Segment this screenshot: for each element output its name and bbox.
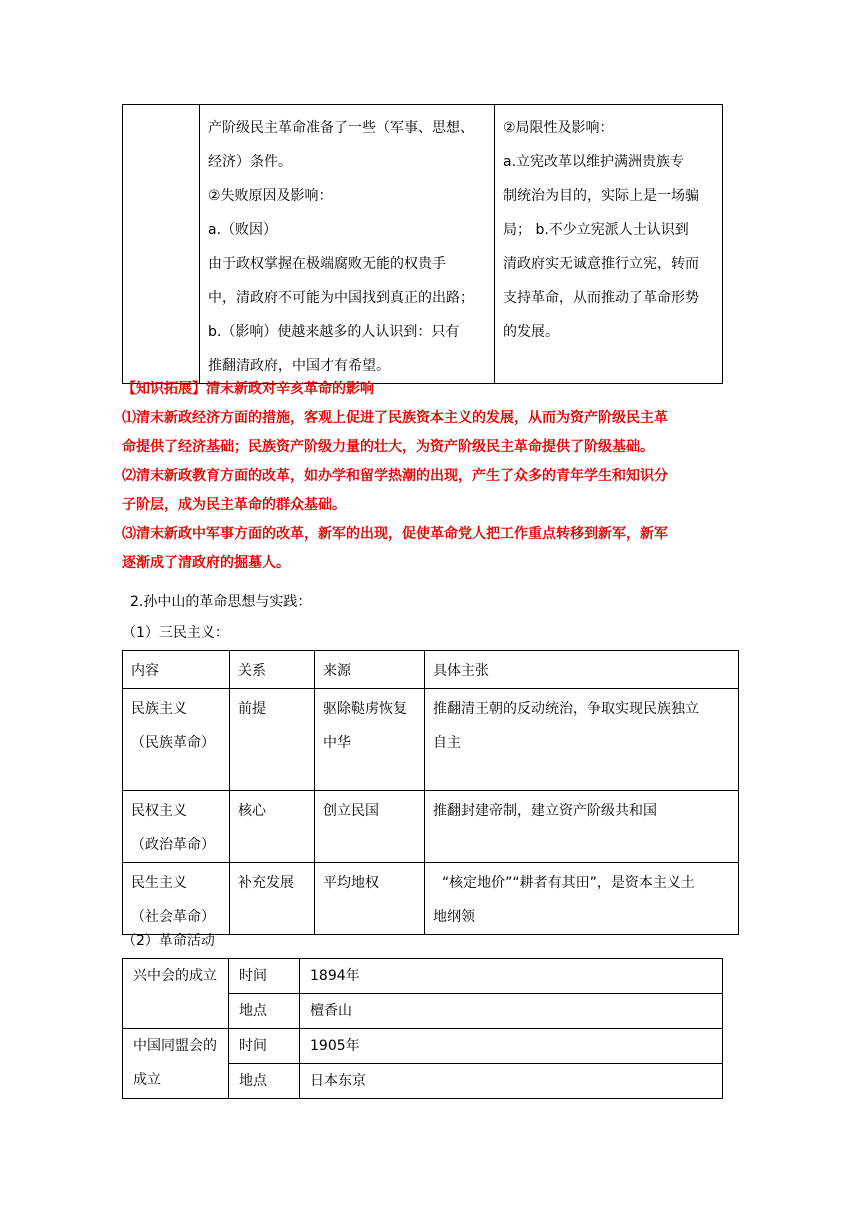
- column-header: [230, 651, 315, 689]
- cell-line: “核定地价”“耕者有其田”，是资本主义土: [433, 875, 695, 891]
- cell-line: 中华: [323, 735, 351, 751]
- cell-line: 局； b.不少立宪派人士认识到: [503, 222, 689, 238]
- table-cell: [230, 689, 315, 791]
- table-header-row: [123, 651, 739, 689]
- table-row: [123, 689, 739, 791]
- table-cell: [230, 791, 315, 863]
- table-cell: [229, 994, 300, 1029]
- cell-line: （政治革命）: [131, 837, 215, 853]
- cell-line: 清政府实无诚意推行立宪，转而: [503, 256, 699, 272]
- cell-line: 推翻清王朝的反动统治，争取实现民族独立: [433, 701, 699, 717]
- expansion-line: 命提供了经济基础；民族资产阶级力量的壮大，为资产阶级民主革命提供了阶级基础。: [122, 439, 654, 455]
- header-text: 内容: [131, 663, 159, 679]
- cell-line: 地点: [239, 1073, 267, 1089]
- cell-line: 由于政权掌握在极端腐败无能的权贵手: [208, 256, 446, 272]
- expansion-line: ⑴清末新政经济方面的措施，客观上促进了民族资本主义的发展，从而为资产阶级民主革: [122, 410, 668, 426]
- cell-line: a.（败因）: [208, 222, 278, 238]
- table-cell: [315, 791, 425, 863]
- cell-line: 日本东京: [310, 1073, 366, 1089]
- cell-line: 地纲领: [433, 909, 475, 925]
- cell-line: 檀香山: [310, 1003, 352, 1019]
- cell-line: a.立宪改革以维护满洲贵族专: [503, 154, 685, 170]
- reform-comparison-table: [122, 104, 723, 384]
- cell-line: 推翻封建帝制，建立资产阶级共和国: [433, 803, 657, 819]
- table-cell: [425, 689, 739, 791]
- subsection-heading: （1）三民主义：: [122, 625, 229, 641]
- cell-line: 成立: [133, 1072, 161, 1088]
- cell-line: 民族主义: [131, 701, 187, 717]
- table-cell: [300, 994, 723, 1029]
- cell-line: 地点: [239, 1003, 267, 1019]
- subsection-heading: （2）革命活动: [122, 933, 215, 949]
- table-cell: [315, 689, 425, 791]
- table-cell: [230, 863, 315, 935]
- header-text: 关系: [238, 663, 266, 679]
- table-cell: [300, 959, 723, 994]
- cell-line: 中，清政府不可能为中国找到真正的出路；: [208, 290, 474, 306]
- table-row: [123, 791, 739, 863]
- table-cell: [123, 1029, 229, 1099]
- table-cell: [315, 863, 425, 935]
- cell-line: 1894年: [310, 968, 360, 984]
- cell-line: （社会革命）: [131, 909, 215, 925]
- cell-line: 制统治为目的，实际上是一场骗: [503, 188, 699, 204]
- cell-line: 补充发展: [238, 875, 294, 891]
- header-text: 来源: [323, 663, 351, 679]
- cell-line: b.（影响）使越来越多的人认识到：只有: [208, 324, 460, 340]
- table-cell: [229, 959, 300, 994]
- table-row: [123, 959, 723, 994]
- cell-line: 创立民国: [323, 803, 379, 819]
- table-cell-constitution: [495, 105, 723, 384]
- table-cell: [425, 791, 739, 863]
- table-cell: [229, 1029, 300, 1064]
- cell-line: 经济）条件。: [208, 154, 292, 170]
- cell-line: 兴中会的成立: [133, 968, 217, 984]
- cell-line: 民生主义: [131, 875, 187, 891]
- header-text: 具体主张: [433, 663, 489, 679]
- expansion-title: 【知识拓展】清末新政对辛亥革命的影响: [122, 381, 374, 397]
- cell-line: ②失败原因及影响：: [208, 188, 333, 204]
- column-header: [425, 651, 739, 689]
- cell-line: 支持革命，从而推动了革命形势: [503, 290, 699, 306]
- table-cell: [300, 1064, 723, 1099]
- cell-line: 核心: [238, 803, 266, 819]
- cell-line: 推翻清政府，中国才有希望。: [208, 358, 390, 374]
- cell-line: 时间: [239, 968, 267, 984]
- table-row: [123, 1029, 723, 1064]
- table-row: [123, 105, 723, 384]
- cell-line: 的发展。: [503, 324, 559, 340]
- cell-line: 前提: [238, 701, 266, 717]
- expansion-line: ⑵清末新政教育方面的改革，如办学和留学热潮的出现，产生了众多的青年学生和知识分: [122, 468, 668, 484]
- three-principles-table: [122, 650, 739, 935]
- cell-line: 中国同盟会的: [133, 1038, 217, 1054]
- cell-line: 时间: [239, 1038, 267, 1054]
- section-heading: 2.孙中山的革命思想与实践：: [130, 594, 312, 610]
- table-cell: [229, 1064, 300, 1099]
- table-cell-new-policy: [200, 105, 495, 384]
- revolution-activities-table: [122, 958, 723, 1099]
- table-cell: [123, 689, 230, 791]
- expansion-line: ⑶清末新政中军事方面的改革，新军的出现，促使革命党人把工作重点转移到新军，新军: [122, 526, 668, 542]
- cell-line: （民族革命）: [131, 735, 215, 751]
- table-cell: [425, 863, 739, 935]
- cell-line: 自主: [433, 735, 461, 751]
- cell-line: 驱除鞑虏恢复: [323, 701, 407, 717]
- column-header: [315, 651, 425, 689]
- expansion-line: 逐渐成了清政府的掘墓人。: [122, 555, 290, 571]
- table-cell: [300, 1029, 723, 1064]
- cell-line: 平均地权: [323, 875, 379, 891]
- cell-line: ②局限性及影响：: [503, 120, 614, 136]
- cell-line: 民权主义: [131, 803, 187, 819]
- cell-line: 产阶级民主革命准备了一些（军事、思想、: [208, 120, 474, 136]
- column-header: [123, 651, 230, 689]
- expansion-line: 子阶层，成为民主革命的群众基础。: [122, 497, 346, 513]
- table-cell-empty: [123, 105, 200, 384]
- table-cell: [123, 959, 229, 1029]
- cell-line: 1905年: [310, 1038, 360, 1054]
- table-cell: [123, 791, 230, 863]
